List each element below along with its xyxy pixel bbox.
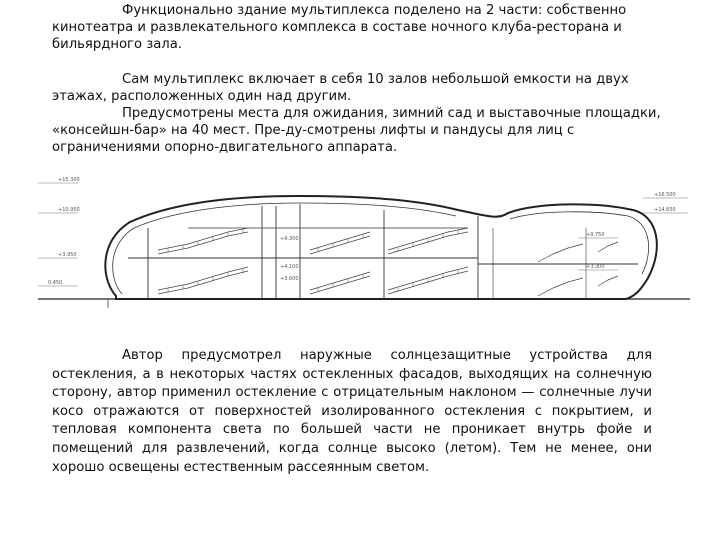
halls-paragraph: Сам мультиплекс включает в себя 10 залов небольшой емкости на двух этажах, расположенных один над другим. — [52, 72, 629, 104]
intro-paragraph: Функционально здание мультиплекса поделено на 2 части: собственно кинотеатра и развлекательного комплекса в составе ночного клуба-ресторана и бильярдного зала. — [52, 3, 627, 52]
level-center-lower: +4.100 — [280, 264, 299, 270]
level-mid-left: +10.950 — [58, 207, 80, 213]
level-center-upper: +9.300 — [280, 236, 299, 242]
level-top-right-2: +14.650 — [654, 207, 676, 213]
level-ground-left: 0.450 — [48, 280, 63, 286]
level-lower-left: +3.950 — [58, 252, 77, 258]
level-mid-right-2: +3.300 — [586, 264, 605, 270]
level-mid-right-1: +9.750 — [586, 232, 605, 238]
level-top-left: +15.300 — [58, 177, 80, 183]
level-center-low: +3.600 — [280, 276, 299, 282]
level-top-right-1: +16.500 — [654, 192, 676, 198]
amenities-paragraph: Предусмотрены места для ожидания, зимний сад и выставочные площадки, «консейшн-бар» на 40 мест. Пре-ду-смотрены лифты и пандусы для лиц с ограничениями опорно-двигательного аппарата. — [52, 106, 661, 155]
building-section-drawing — [38, 168, 690, 318]
sun-protection-paragraph: Автор предусмотрел наружные солнцезащитные устройства для остекления, а в некоторых частях остекленных фасадов, выходящих на солнечную сторону, автор применил остекление с отрицательным наклоном — солнечные лучи косо отражаются от поверхностей изолированного остекления с покрытием, и тепловая компонента света по большей части не проникает внутрь фойе и помещений для развлечений, когда солнце высоко (летом). Тем не менее, они хорошо освещены естественным рассеянным светом. — [52, 348, 652, 475]
